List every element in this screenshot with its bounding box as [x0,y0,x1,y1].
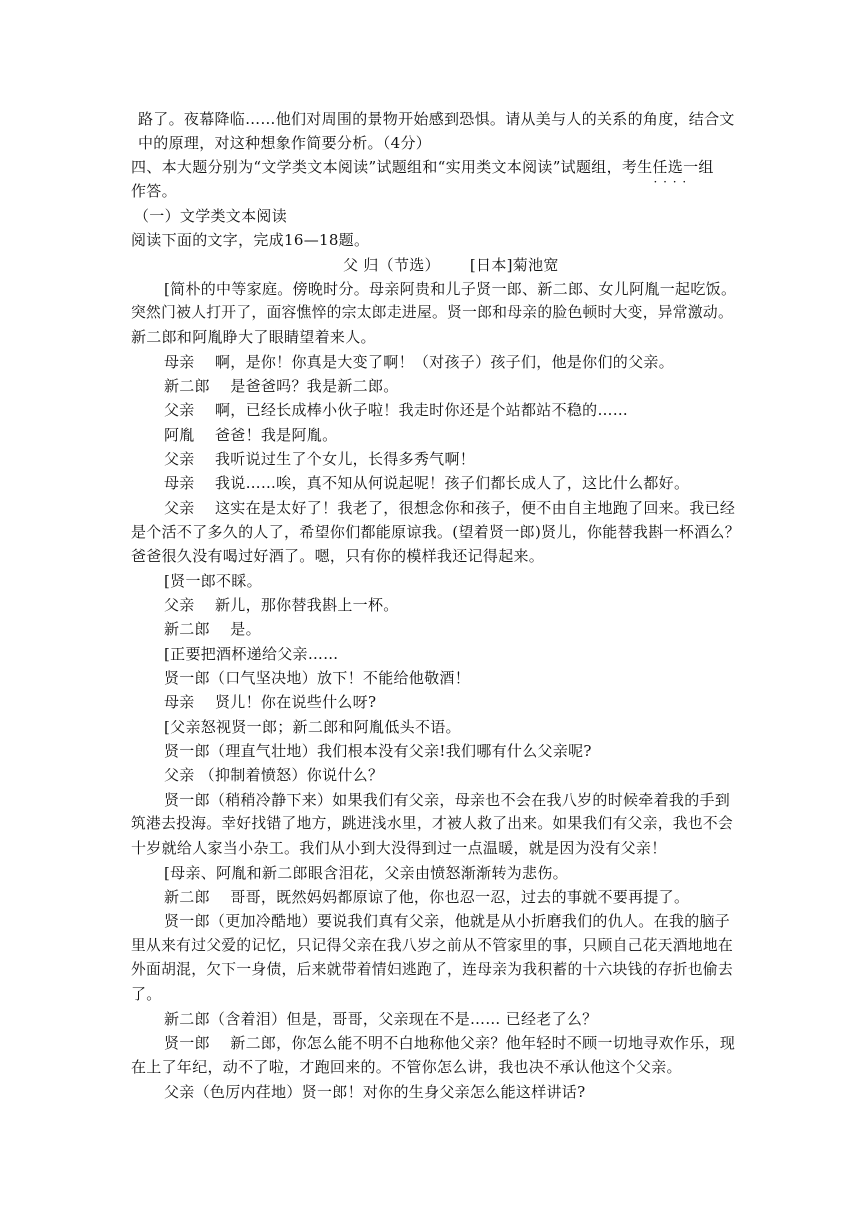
text-line: [正要把酒杯递给父亲…… [164,645,339,663]
text-line: 父亲 这实在是太好了！我老了，很想念你和孩子，便不由自主地跑了回来。我已经 [164,499,736,517]
section-4-text: 四、本大题分别为“文学类文本阅读”试题组和“实用类文本阅读”试题组，考生 [131,158,653,176]
instruction: 阅读下面的文字，完成16—18题。 [131,231,370,249]
text-line: 外面胡混，欠下一身债，后来就带着情妇逃跑了，连母亲为我积蓄的十六块钱的存折也偷去 [131,961,733,978]
text-line: 父亲 （抑制着愤怒）你说什么？ [164,766,384,784]
text-title [343,254,559,276]
text-line: [母亲、阿胤和新二郎眼含泪花，父亲由愤怒渐渐转为悲伤。 [164,864,568,882]
text-line: 母亲 啊，是你！你真是大变了啊！（对孩子）孩子们，他是你们的父亲。 [164,353,674,371]
text-line: 在上了年纪，动不了啦，才跑回来的。不管你怎么讲，我也决不承认他这个父亲。 [131,1058,682,1076]
text-line: 贤一郎（理直气壮地）我们根本没有父亲!我们哪有什么父亲呢? [164,742,592,760]
text-line: 父亲 啊，已经长成棒小伙子啦！我走时你还是个站都站不稳的…… [164,401,629,419]
text-line: [简朴的中等家庭。傍晚时分。母亲阿贵和儿子贤一郎、新二郎、女儿阿胤一起吃饭。 [164,280,737,298]
text-line: 父亲（色厉内荏地）贤一郎！对你的生身父亲怎么能这样讲话? [164,1083,586,1101]
text-line: 父亲 我听说过生了个女儿，长得多秀气啊！ [164,450,476,468]
text-line: 贤一郎（更加冷酷地）要说我们真有父亲，他就是从小折磨我们的仇人。在我的脑子 [164,912,731,930]
text-line: 阿胤 爸爸！我是阿胤。 [164,426,338,444]
text-line: 母亲 贤儿！你在说些什么呀? [164,693,377,711]
text-line: 筑港去投海。幸好找错了地方，跳进浅水里，才被人救了出来。如果我们有父亲，我也不会 [131,815,733,832]
text-line: 是个活不了多久的人了，希望你们都能原谅我。(望着贤一郎)贤儿，你能替我斟一杯酒么？ [131,523,741,541]
subsection-title: （一）文学类文本阅读 [134,207,288,225]
text-line: 贤一郎 新二郎，你怎么能不明不白地称他父亲？他年轻时不顾一切地寻欢作乐，现 [164,1034,736,1052]
text-line: 里从来有过父爱的记忆，只记得父亲在我八岁之前从不管家里的事，只顾自己花天酒地地在 [131,937,733,954]
text-line: 新二郎 哥哥，既然妈妈都原谅了他，你也忍一忍，过去的事就不要再提了。 [164,888,690,906]
question-15-line-1: 路了。夜幕降临……他们对周围的景物开始感到恐惧。请从美与人的关系的角度，结合文 [138,110,735,128]
text-line: 爸爸很久没有喝过好酒了。嗯，只有你的模样我还记得起来。 [131,547,545,565]
text-line: [贤一郎不睬。 [164,572,262,590]
text-line: 母亲 我说……唉，真不知从何说起呢！孩子们都长成人了，这比什么都好。 [164,474,690,492]
text-line: 了。 [131,985,162,1003]
section-4-text-end: 组 [698,158,714,176]
section-4-emphasis: 任选一 · · · · [652,158,698,176]
question-15-line-2: 中的原理，对这种想象作简要分析。（4分） [138,134,432,152]
text-line: 父亲 新儿，那你替我斟上一杯。 [164,596,399,614]
text-line: 新二郎 是。 [164,620,261,638]
text-line: 贤一郎（稍稍冷静下来）如果我们有父亲，母亲也不会在我八岁的时候牵着我的手到 [164,791,731,809]
section-4-line-2: 作答。 [131,182,177,200]
text-line: 贤一郎（口气坚决地）放下！不能给他敬酒！ [164,669,471,687]
section-4-line-1 [131,156,714,178]
title-text: 父 归（节选） [343,256,440,274]
text-line: 新二郎（含着泪）但是，哥哥，父亲现在不是…… 已经老了么？ [164,1010,598,1028]
text-line: 十岁就给人家当小杂工。我们从小到大没得到过一点温暖，就是因为没有父亲！ [131,839,667,857]
text-line: 突然门被人打开了，面容憔悴的宗太郎走进屋。贤一郎和母亲的脸色顿时大变，异常激动。 [131,304,733,321]
text-line: [父亲怒视贤一郎；新二郎和阿胤低头不语。 [164,718,461,736]
author-text: [日本]菊池宽 [469,256,559,274]
text-line: 新二郎和阿胤睁大了眼睛望着来人。 [131,328,376,346]
text-line: 新二郎 是爸爸吗？我是新二郎。 [164,377,399,395]
